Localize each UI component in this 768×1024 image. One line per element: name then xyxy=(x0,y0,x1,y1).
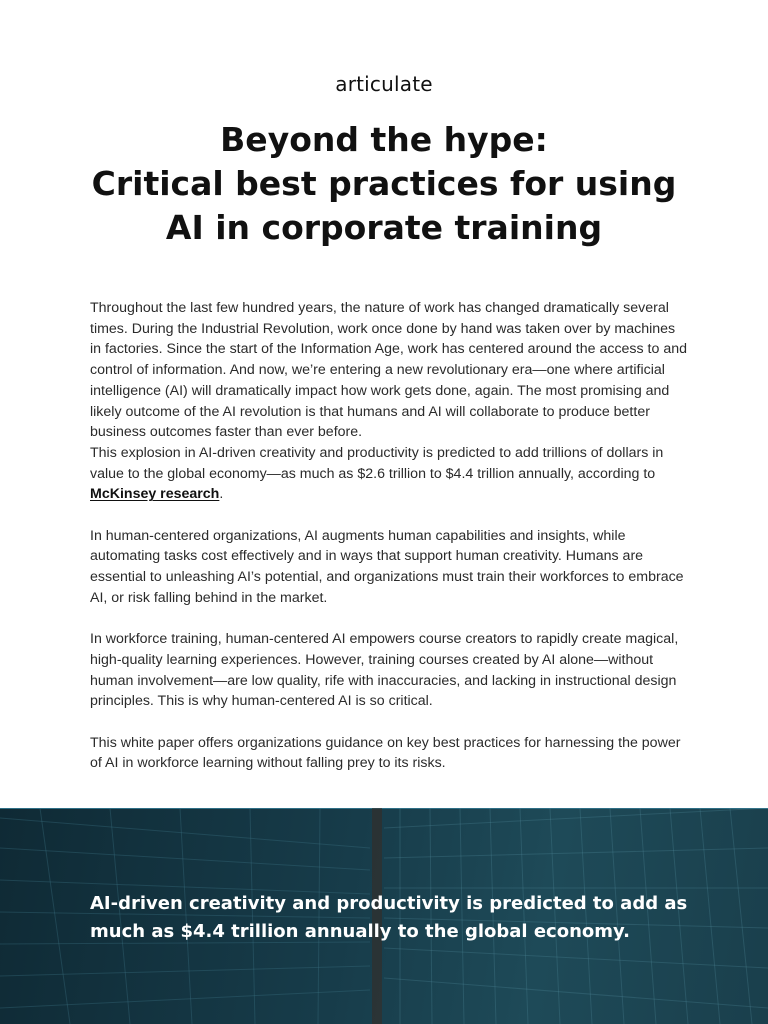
intro-paragraph-2-text: This explosion in AI-driven creativity and productivity is predicted to add trillions of dollars in value to the global economy—as much as $2.6 trillion to $4.4 trillion annually, according to xyxy=(90,444,664,482)
page-title xyxy=(60,118,708,250)
workforce-training-paragraph: In workforce training, human-centered AI empowers course creators to rapidly create magical, high-quality learning experiences. However, training courses created by AI alone—without human involvement—are low quality, rife with inaccuracies, and lacking in instructional design principles. This is why human-centered AI is so critical. xyxy=(90,631,679,710)
banner-quote: AI-driven creativity and productivity is predicted to add as much as $4.4 trillion annually to the global economy. xyxy=(90,893,688,942)
articulate-logo: articulate xyxy=(335,72,433,96)
mckinsey-research-link[interactable]: McKinsey research xyxy=(90,486,220,503)
intro-paragraph-1 xyxy=(90,298,690,443)
intro-paragraph-1-text: Throughout the last few hundred years, the nature of work has changed dramatically several times. During the Industrial Revolution, work once done by hand was taken over by machines in factories. Since the start of the Information Age, work has centered around the access to and control of information. And now, we’re entering a new revolutionary era—one where artificial intelligence (AI) will dramatically impact how work gets done, again. The most promising and likely outcome of the AI revolution is that humans and AI will collaborate to produce better business outcomes faster than ever before. xyxy=(90,300,688,441)
intro-paragraph-2-end: . xyxy=(219,486,224,503)
title-line-2: Critical best practices for using xyxy=(91,164,677,203)
intro-paragraph-2 xyxy=(90,443,690,505)
quote-banner xyxy=(0,808,768,1024)
title-line-3: AI in corporate training xyxy=(165,208,603,247)
white-paper-paragraph: This white paper offers organizations guidance on key best practices for harnessing the power of AI in workforce learning without falling prey to its risks. xyxy=(90,734,681,772)
intro-body xyxy=(90,298,690,795)
human-centered-paragraph: In human-centered organizations, AI augments human capabilities and insights, while automating tasks cost effectively and in ways that support human creativity. Humans are essential to unleashing AI’s potential, and organizations must train their workforces to embrace AI, or risk falling behind in the market. xyxy=(90,527,684,606)
title-line-1: Beyond the hype: xyxy=(220,120,548,159)
